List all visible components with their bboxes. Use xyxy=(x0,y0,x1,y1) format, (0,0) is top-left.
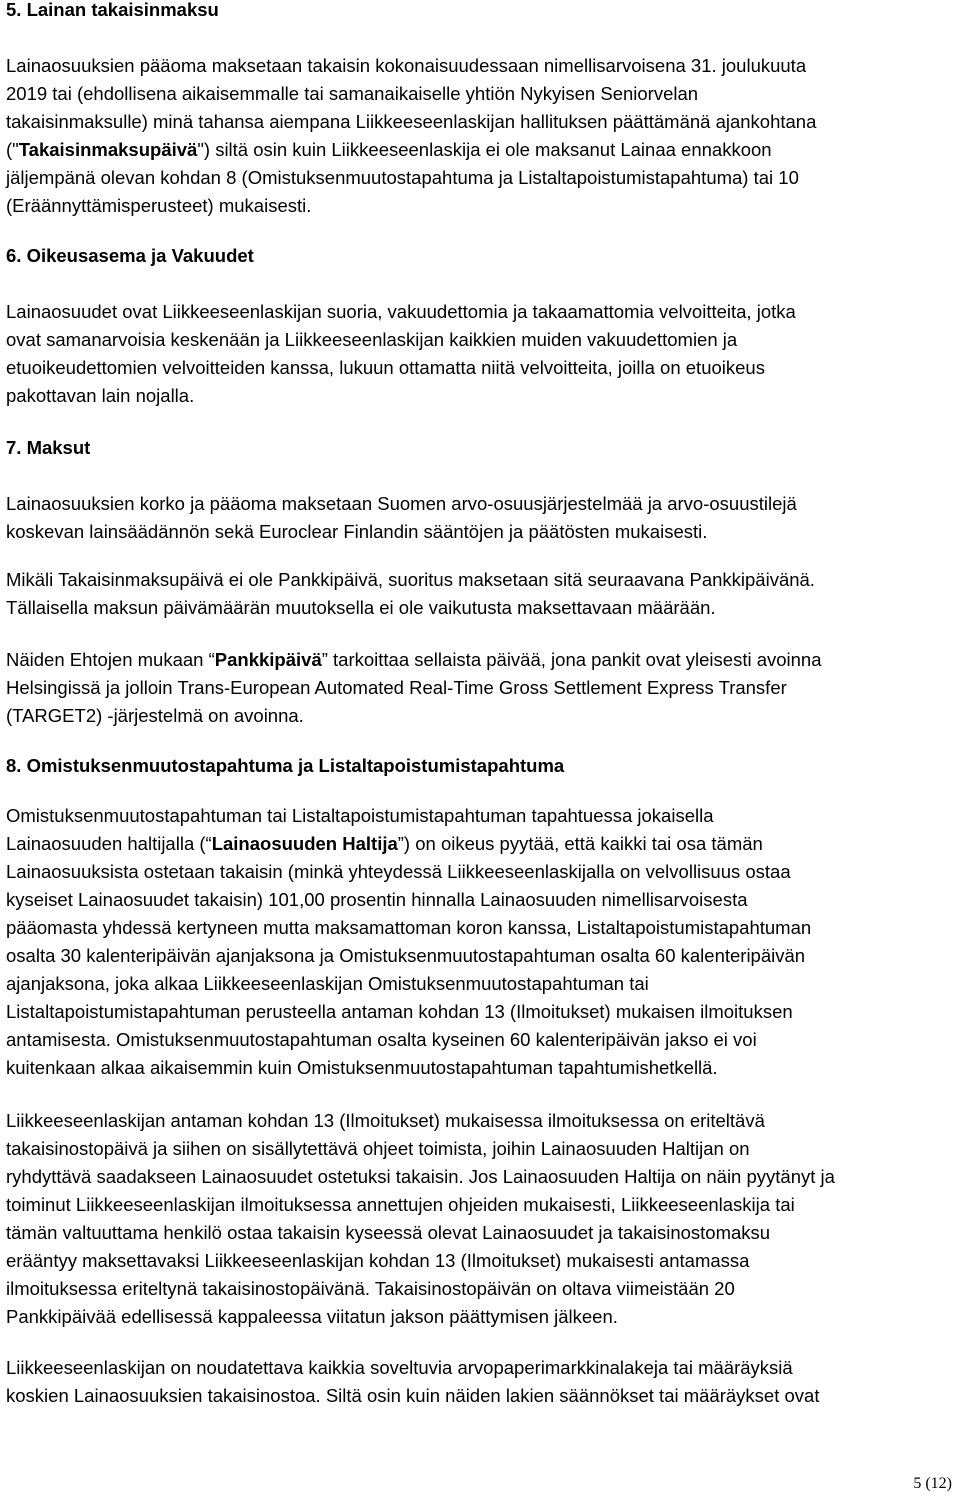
text-line: (Eräännyttämisperusteet) mukaisesti. xyxy=(6,195,312,216)
text-line: Lainaosuuksien korko ja pääoma maksetaan Suomen arvo-osuusjärjestelmää ja arvo-osuustilejä xyxy=(6,493,797,514)
text-line: antamisesta. Omistuksenmuutostapahtuman osalta kyseinen 60 kalenteripäivän jakso ei voi xyxy=(6,1029,757,1050)
text-line: koskien Lainaosuuksien takaisinostoa. Siltä osin kuin näiden lakien säännökset tai määräykset ovat xyxy=(6,1385,820,1406)
section-7-heading: 7. Maksut xyxy=(6,437,91,458)
text-line: Listaltapoistumistapahtuman perusteella antaman kohdan 13 (Ilmoitukset) mukaisen ilmoituksen xyxy=(6,1001,793,1022)
section-8-paragraph-1 xyxy=(6,802,811,1082)
text-line: ovat samanarvoisia keskenään ja Liikkeeseenlaskijan kaikkien muiden vakuudettomien ja xyxy=(6,329,738,350)
text-fragment: Lainaosuuden haltijalla (“ xyxy=(6,833,212,854)
text-line: 2019 tai (ehdollisena aikaisemmalle tai samanaikaiselle yhtiön Nykyisen Seniorvelan xyxy=(6,83,699,104)
defined-term: Lainaosuuden Haltija xyxy=(211,833,398,854)
section-6-heading: 6. Oikeusasema ja Vakuudet xyxy=(6,245,254,266)
text-line: takaisinmaksulle) minä tahansa aiempana Liikkeeseenlaskijan hallituksen päättämänä ajankohtana xyxy=(6,111,817,132)
text-line: tämän valtuuttama henkilö ostaa takaisin kyseessä olevat Lainaosuudet ja takaisinostomaksu xyxy=(6,1222,771,1243)
section-7-paragraph-1 xyxy=(6,490,797,546)
text-line: Lainaosuuksien pääoma maksetaan takaisin kokonaisuudessaan nimellisarvoisena 31. joulukuuta xyxy=(6,55,807,76)
text-line: kuitenkaan alkaa aikaisemmin kuin Omistuksenmuutostapahtuman tapahtumishetkellä. xyxy=(6,1057,718,1078)
page-number: 5 (12) xyxy=(913,1475,952,1492)
text-line: kyseiset Lainaosuudet takaisin) 101,00 prosentin hinnalla Lainaosuuden nimellisarvoisesta xyxy=(6,889,748,910)
section-7-paragraph-2 xyxy=(6,566,815,622)
text-line: ajanjaksona, joka alkaa Liikkeeseenlaskijan Omistuksenmuutostapahtuman tai xyxy=(6,973,649,994)
text-line: Liikkeeseenlaskijan on noudatettava kaikkia soveltuvia arvopaperimarkkinalakeja tai määräyksiä xyxy=(6,1357,793,1378)
text-line: etuoikeudettomien velvoitteiden kanssa, lukuun ottamatta niitä velvoitteita, joilla on etuoikeus xyxy=(6,357,765,378)
section-7-paragraph-3 xyxy=(6,646,822,730)
text-line xyxy=(6,646,822,674)
text-line: jäljempänä olevan kohdan 8 (Omistuksenmuutostapahtuma ja Listaltapoistumistapahtuma) tai 10 xyxy=(6,167,799,188)
text-fragment: (" xyxy=(6,139,19,160)
text-line: pakottavan lain nojalla. xyxy=(6,385,195,406)
text-line: Tällaisella maksun päivämäärän muutoksella ei ole vaikutusta maksettavaan määrään. xyxy=(6,597,716,618)
text-line: Omistuksenmuutostapahtuman tai Listaltapoistumistapahtuman tapahtuessa jokaisella xyxy=(6,805,714,826)
defined-term: Pankkipäivä xyxy=(214,649,322,670)
text-line: Lainaosuudet ovat Liikkeeseenlaskijan suoria, vakuudettomia ja takaamattomia velvoitteita, jotka xyxy=(6,301,796,322)
text-line: Mikäli Takaisinmaksupäivä ei ole Pankkipäivä, suoritus maksetaan sitä seuraavana Pankkipäivänä. xyxy=(6,569,815,590)
text-line: koskevan lainsäädännön sekä Euroclear Finlandin sääntöjen ja päätösten mukaisesti. xyxy=(6,521,708,542)
text-line: Lainaosuuksista ostetaan takaisin (minkä yhteydessä Liikkeeseenlaskijalla on velvollisuus ostaa xyxy=(6,861,791,882)
text-fragment: ” tarkoittaa sellaista päivää, jona pankit ovat yleisesti avoinna xyxy=(321,649,822,670)
section-8-heading: 8. Omistuksenmuutostapahtuma ja Listaltapoistumistapahtuma xyxy=(6,755,565,776)
text-line: erääntyy maksettavaksi Liikkeeseenlaskijan kohdan 13 (Ilmoitukset) mukaisesti antamassa xyxy=(6,1250,750,1271)
text-line: toiminut Liikkeeseenlaskijan ilmoituksessa annettujen ohjeiden mukaisesti, Liikkeeseenlaskija tai xyxy=(6,1194,795,1215)
defined-term: Takaisinmaksupäivä xyxy=(18,139,198,160)
text-line xyxy=(6,830,811,858)
section-5-heading: 5. Lainan takaisinmaksu xyxy=(6,0,219,20)
text-line: Pankkipäivää edellisessä kappaleessa viitatun jakson päättymisen jälkeen. xyxy=(6,1306,618,1327)
section-5-paragraph xyxy=(6,52,816,220)
text-fragment: Näiden Ehtojen mukaan “ xyxy=(6,649,215,670)
text-line xyxy=(6,136,816,164)
text-line: Helsingissä ja jolloin Trans-European Automated Real-Time Gross Settlement Express Transfer xyxy=(6,677,787,698)
text-fragment: ”) on oikeus pyytää, että kaikki tai osa tämän xyxy=(397,833,763,854)
section-8-paragraph-3 xyxy=(6,1354,819,1410)
text-line: Liikkeeseenlaskijan antaman kohdan 13 (Ilmoitukset) mukaisessa ilmoituksessa on eriteltävä xyxy=(6,1110,765,1131)
section-6-paragraph xyxy=(6,298,796,410)
text-line: osalta 30 kalenteripäivän ajanjaksona ja Omistuksenmuutostapahtuman osalta 60 kalenteripäivän xyxy=(6,945,806,966)
text-line: pääomasta yhdessä kertyneen mutta maksamattoman koron kanssa, Listaltapoistumistapahtuman xyxy=(6,917,812,938)
section-8-paragraph-2 xyxy=(6,1107,835,1331)
text-line: takaisinostopäivä ja siihen on sisällytettävä ohjeet toimista, joihin Lainaosuuden Haltijan on xyxy=(6,1138,750,1159)
text-line: ilmoituksessa eriteltynä takaisinostopäivänä. Takaisinostopäivän on oltava viimeistään 20 xyxy=(6,1278,735,1299)
text-line: (TARGET2) -järjestelmä on avoinna. xyxy=(6,705,304,726)
text-line: ryhdyttävä saadakseen Lainaosuudet ostetuksi takaisin. Jos Lainaosuuden Haltija on näin pyytänyt ja xyxy=(6,1166,835,1187)
text-fragment: ") siltä osin kuin Liikkeeseenlaskija ei ole maksanut Lainaa ennakkoon xyxy=(197,139,772,160)
